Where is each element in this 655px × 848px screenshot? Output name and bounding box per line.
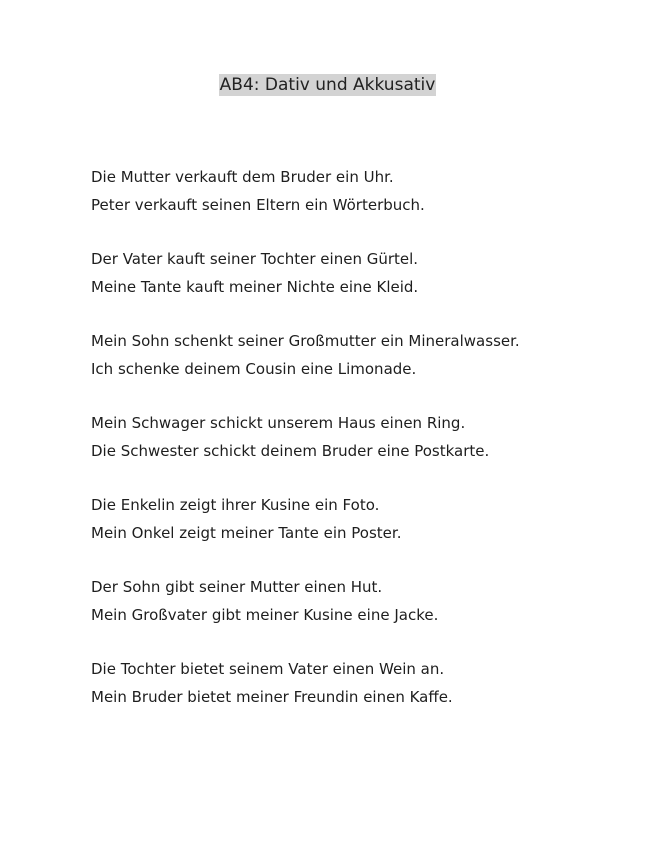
sentence-list (91, 164, 631, 738)
sentence-group-6 (91, 574, 631, 629)
sentence-line: Mein Onkel zeigt meiner Tante ein Poster. (91, 523, 402, 542)
sentence-group-4 (91, 410, 631, 465)
worksheet-title: AB4: Dativ und Akkusativ (219, 75, 436, 95)
sentence-line: Der Sohn gibt seiner Mutter einen Hut. (91, 578, 383, 596)
sentence-line: Die Schwester schickt deinem Bruder eine Postkarte. (91, 441, 490, 460)
sentence-group-5 (91, 492, 631, 547)
sentence-line: Die Tochter bietet seinem Vater einen Wein an. (91, 660, 445, 678)
sentence-line: Mein Bruder bietet meiner Freundin einen Kaffe. (91, 687, 453, 706)
title-container (0, 74, 655, 96)
sentence-line: Mein Schwager schickt unserem Haus einen Ring. (91, 414, 466, 432)
sentence-line: Ich schenke deinem Cousin eine Limonade. (91, 359, 417, 378)
sentence-line: Mein Großvater gibt meiner Kusine eine Jacke. (91, 605, 439, 624)
sentence-line: Der Vater kauft seiner Tochter einen Gürtel. (91, 250, 419, 268)
sentence-line: Mein Sohn schenkt seiner Großmutter ein Mineralwasser. (91, 332, 520, 350)
sentence-group-3 (91, 328, 631, 383)
sentence-group-7 (91, 656, 631, 711)
sentence-group-2 (91, 246, 631, 301)
sentence-group-1 (91, 164, 631, 219)
sentence-line: Die Mutter verkauft dem Bruder ein Uhr. (91, 168, 394, 186)
sentence-line: Meine Tante kauft meiner Nichte eine Kleid. (91, 277, 419, 296)
sentence-line: Die Enkelin zeigt ihrer Kusine ein Foto. (91, 496, 380, 514)
sentence-line: Peter verkauft seinen Eltern ein Wörterbuch. (91, 195, 425, 214)
